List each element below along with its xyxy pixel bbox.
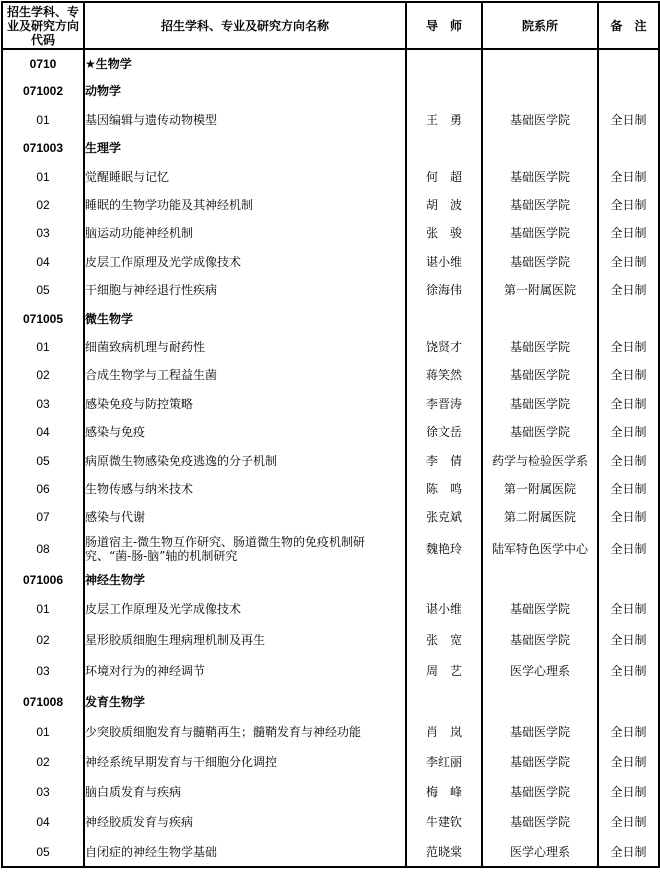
row-advisor: 谌小维 — [406, 247, 482, 276]
row-department: 第一附属医院 — [482, 475, 598, 503]
row-note — [598, 49, 659, 77]
table-row — [2, 656, 659, 686]
table-row — [2, 162, 659, 191]
row-department — [482, 134, 598, 162]
row-code: 05 — [2, 837, 84, 867]
row-advisor: 肖 岚 — [406, 717, 482, 747]
row-advisor: 何 超 — [406, 162, 482, 191]
row-advisor: 张 宽 — [406, 624, 482, 656]
header-code: 招生学科、专业及研究方向代码 — [2, 2, 84, 49]
row-department: 基础医学院 — [482, 747, 598, 777]
row-note: 全日制 — [598, 747, 659, 777]
row-advisor: 李晋涛 — [406, 389, 482, 418]
row-advisor — [406, 49, 482, 77]
row-advisor: 胡 波 — [406, 191, 482, 219]
row-note — [598, 77, 659, 105]
row-department: 基础医学院 — [482, 219, 598, 247]
row-note — [598, 134, 659, 162]
row-code: 071002 — [2, 77, 84, 105]
row-code: 03 — [2, 777, 84, 807]
row-advisor: 魏艳玲 — [406, 531, 482, 566]
row-department: 第二附属医院 — [482, 503, 598, 531]
row-code: 071006 — [2, 566, 84, 594]
row-note: 全日制 — [598, 276, 659, 304]
row-name: 皮层工作原理及光学成像技术 — [84, 594, 406, 624]
row-code: 04 — [2, 247, 84, 276]
table-row — [2, 747, 659, 777]
row-name: 病原微生物感染免疫逃逸的分子机制 — [84, 446, 406, 475]
row-department: 基础医学院 — [482, 777, 598, 807]
row-department — [482, 304, 598, 333]
row-department — [482, 77, 598, 105]
row-code: 01 — [2, 105, 84, 134]
row-department: 基础医学院 — [482, 624, 598, 656]
row-name: 皮层工作原理及光学成像技术 — [84, 247, 406, 276]
row-name: 睡眠的生物学功能及其神经机制 — [84, 191, 406, 219]
table-row — [2, 475, 659, 503]
row-code: 03 — [2, 219, 84, 247]
row-note: 全日制 — [598, 105, 659, 134]
row-note: 全日制 — [598, 247, 659, 276]
row-advisor: 陈 鸣 — [406, 475, 482, 503]
row-note: 全日制 — [598, 837, 659, 867]
row-note: 全日制 — [598, 389, 659, 418]
table-row — [2, 624, 659, 656]
row-code: 01 — [2, 717, 84, 747]
row-note: 全日制 — [598, 333, 659, 361]
row-code: 03 — [2, 656, 84, 686]
table-body — [2, 49, 659, 867]
row-advisor: 徐海伟 — [406, 276, 482, 304]
header-note: 备 注 — [598, 2, 659, 49]
row-note: 全日制 — [598, 594, 659, 624]
row-note: 全日制 — [598, 418, 659, 446]
row-code: 02 — [2, 624, 84, 656]
row-code: 01 — [2, 333, 84, 361]
row-name: 神经生物学 — [84, 566, 406, 594]
row-advisor: 饶贤才 — [406, 333, 482, 361]
row-name: 自闭症的神经生物学基础 — [84, 837, 406, 867]
row-advisor: 牛建钦 — [406, 807, 482, 837]
row-note: 全日制 — [598, 191, 659, 219]
row-department: 基础医学院 — [482, 333, 598, 361]
row-code: 08 — [2, 531, 84, 566]
row-name: 脑运动功能神经机制 — [84, 219, 406, 247]
row-name: 感染与免疫 — [84, 418, 406, 446]
table-row — [2, 594, 659, 624]
major-row — [2, 77, 659, 105]
row-department — [482, 49, 598, 77]
row-department: 基础医学院 — [482, 162, 598, 191]
table-row — [2, 105, 659, 134]
row-name: 生理学 — [84, 134, 406, 162]
table-row — [2, 191, 659, 219]
row-code: 02 — [2, 191, 84, 219]
table-row — [2, 531, 659, 566]
row-name: 觉醒睡眠与记忆 — [84, 162, 406, 191]
row-advisor — [406, 686, 482, 717]
table-row — [2, 446, 659, 475]
row-note: 全日制 — [598, 624, 659, 656]
table-row — [2, 333, 659, 361]
row-name: 微生物学 — [84, 304, 406, 333]
row-note: 全日制 — [598, 717, 659, 747]
table-row — [2, 777, 659, 807]
row-advisor: 王 勇 — [406, 105, 482, 134]
major-row — [2, 304, 659, 333]
row-code: 05 — [2, 276, 84, 304]
row-department: 基础医学院 — [482, 807, 598, 837]
major-row — [2, 686, 659, 717]
table-row — [2, 219, 659, 247]
row-department — [482, 686, 598, 717]
header-name: 招生学科、专业及研究方向名称 — [84, 2, 406, 49]
row-note: 全日制 — [598, 656, 659, 686]
row-department: 基础医学院 — [482, 389, 598, 418]
row-advisor: 李 倩 — [406, 446, 482, 475]
row-code: 01 — [2, 162, 84, 191]
row-name: 神经系统早期发育与干细胞分化调控 — [84, 747, 406, 777]
row-note: 全日制 — [598, 162, 659, 191]
row-name: 星形胶质细胞生理病理机制及再生 — [84, 624, 406, 656]
row-department: 基础医学院 — [482, 418, 598, 446]
row-name: 神经胶质发育与疾病 — [84, 807, 406, 837]
row-note: 全日制 — [598, 503, 659, 531]
row-note: 全日制 — [598, 446, 659, 475]
row-name: 肠道宿主-微生物互作研究、肠道微生物的免疫机制研究、“菌-肠-脑”轴的机制研究 — [84, 531, 406, 566]
row-note: 全日制 — [598, 807, 659, 837]
row-advisor — [406, 566, 482, 594]
row-code: 02 — [2, 361, 84, 389]
row-department: 基础医学院 — [482, 717, 598, 747]
row-note: 全日制 — [598, 531, 659, 566]
row-name: 干细胞与神经退行性疾病 — [84, 276, 406, 304]
row-name: 合成生物学与工程益生菌 — [84, 361, 406, 389]
row-name: 生物传感与纳米技术 — [84, 475, 406, 503]
row-code: 0710 — [2, 49, 84, 77]
row-department: 基础医学院 — [482, 191, 598, 219]
row-department — [482, 566, 598, 594]
row-note: 全日制 — [598, 361, 659, 389]
row-advisor: 徐文岳 — [406, 418, 482, 446]
row-name: 基因编辑与遗传动物模型 — [84, 105, 406, 134]
table-row — [2, 717, 659, 747]
row-code: 04 — [2, 418, 84, 446]
row-code: 03 — [2, 389, 84, 418]
row-advisor: 梅 峰 — [406, 777, 482, 807]
row-advisor: 范晓棠 — [406, 837, 482, 867]
table-row — [2, 418, 659, 446]
row-code: 06 — [2, 475, 84, 503]
row-department: 第一附属医院 — [482, 276, 598, 304]
table-row — [2, 247, 659, 276]
table-row — [2, 361, 659, 389]
row-advisor: 谌小维 — [406, 594, 482, 624]
major-row — [2, 134, 659, 162]
row-note: 全日制 — [598, 475, 659, 503]
row-code: 07 — [2, 503, 84, 531]
row-department: 基础医学院 — [482, 594, 598, 624]
row-code: 01 — [2, 594, 84, 624]
row-note — [598, 304, 659, 333]
header-department: 院系所 — [482, 2, 598, 49]
row-advisor: 张 骏 — [406, 219, 482, 247]
discipline-row — [2, 49, 659, 77]
row-advisor: 张克斌 — [406, 503, 482, 531]
row-advisor — [406, 134, 482, 162]
row-code: 04 — [2, 807, 84, 837]
row-name: ★生物学 — [84, 49, 406, 77]
row-department: 基础医学院 — [482, 361, 598, 389]
row-code: 071005 — [2, 304, 84, 333]
row-name: 脑白质发育与疾病 — [84, 777, 406, 807]
row-code: 071003 — [2, 134, 84, 162]
row-department: 基础医学院 — [482, 247, 598, 276]
row-code: 071008 — [2, 686, 84, 717]
table-row — [2, 389, 659, 418]
row-department: 医学心理系 — [482, 837, 598, 867]
table-row — [2, 837, 659, 867]
row-note: 全日制 — [598, 219, 659, 247]
row-name: 发育生物学 — [84, 686, 406, 717]
table-row — [2, 503, 659, 531]
header-advisor: 导 师 — [406, 2, 482, 49]
row-code: 05 — [2, 446, 84, 475]
row-advisor — [406, 304, 482, 333]
row-note — [598, 566, 659, 594]
row-department: 陆军特色医学中心 — [482, 531, 598, 566]
row-name: 感染与代谢 — [84, 503, 406, 531]
row-department: 基础医学院 — [482, 105, 598, 134]
row-advisor — [406, 77, 482, 105]
row-advisor: 蒋笑然 — [406, 361, 482, 389]
table-header-row — [2, 2, 659, 49]
row-department: 医学心理系 — [482, 656, 598, 686]
row-department: 药学与检验医学系 — [482, 446, 598, 475]
row-code: 02 — [2, 747, 84, 777]
table-row — [2, 276, 659, 304]
row-name: 少突胶质细胞发育与髓鞘再生；髓鞘发育与神经功能 — [84, 717, 406, 747]
row-note — [598, 686, 659, 717]
major-row — [2, 566, 659, 594]
row-name: 环境对行为的神经调节 — [84, 656, 406, 686]
row-advisor: 周 艺 — [406, 656, 482, 686]
table-row — [2, 807, 659, 837]
row-name: 动物学 — [84, 77, 406, 105]
row-name: 感染免疫与防控策略 — [84, 389, 406, 418]
admissions-catalog-table — [1, 1, 660, 868]
row-note: 全日制 — [598, 777, 659, 807]
row-name: 细菌致病机理与耐药性 — [84, 333, 406, 361]
row-advisor: 李红丽 — [406, 747, 482, 777]
